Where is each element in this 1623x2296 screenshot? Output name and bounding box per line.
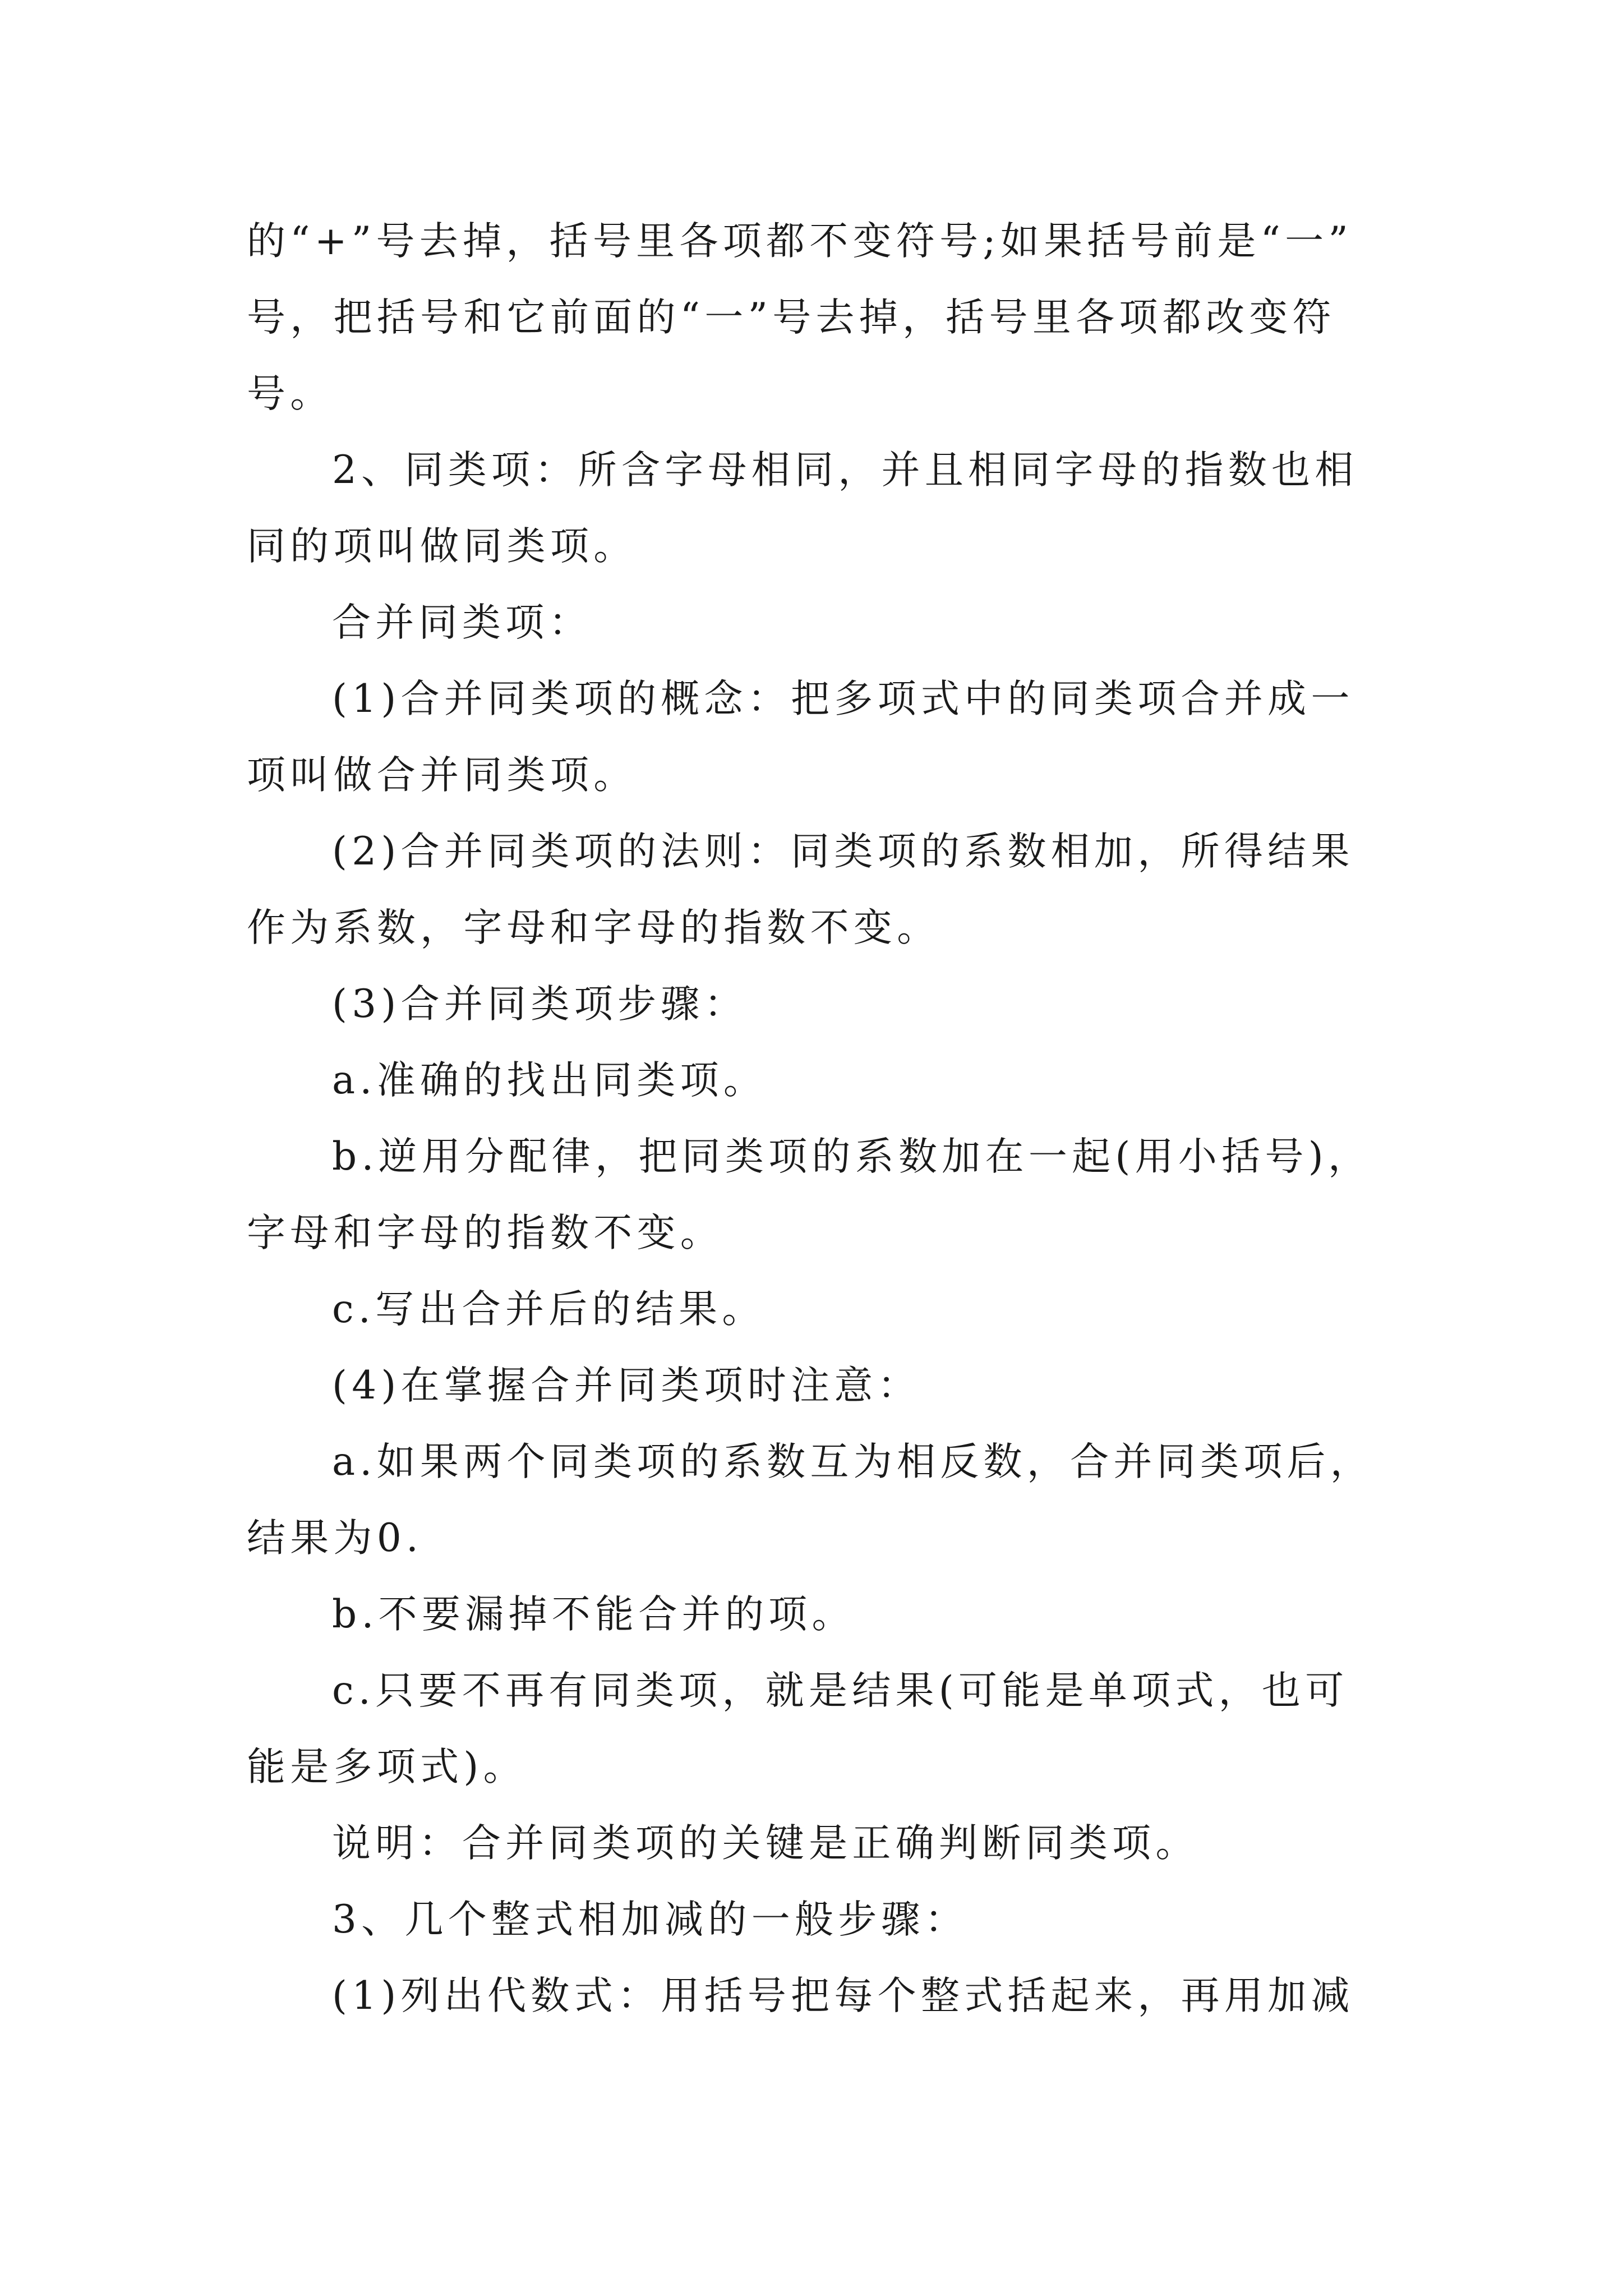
text-line: c.只要不再有同类项，就是结果(可能是单项式，也可 xyxy=(332,1668,1349,1713)
text-line: 作为系数，字母和字母的指数不变。 xyxy=(247,905,940,950)
text-line: 号。 xyxy=(247,371,334,416)
text-line: a.准确的找出同类项。 xyxy=(332,1058,767,1103)
text-line: (3)合并同类项步骤： xyxy=(332,982,748,1027)
text-line: 合并同类项： xyxy=(332,600,592,645)
text-line: (4)在掌握合并同类项时注意： xyxy=(332,1363,921,1408)
text-line: (1)合并同类项的概念：把多项式中的同类项合并成一 xyxy=(332,677,1354,721)
text-line: 2、同类项：所含字母相同，并且相同字母的指数也相 xyxy=(332,448,1358,493)
text-line: 3、几个整式相加减的一般步骤： xyxy=(332,1897,969,1942)
text-line: b.逆用分配律，把同类项的系数加在一起(用小括号)， xyxy=(332,1134,1372,1179)
text-line: 能是多项式)。 xyxy=(247,1745,527,1789)
text-line: (2)合并同类项的法则：同类项的系数相加，所得结果 xyxy=(332,829,1354,874)
text-line: a.如果两个同类项的系数互为相反数，合并同类项后， xyxy=(332,1439,1374,1484)
text-line: 同的项叫做同类项。 xyxy=(247,524,637,569)
document-body xyxy=(247,203,1391,2034)
text-line: 的“+”号去掉，括号里各项都不变符号;如果括号前是“一” xyxy=(247,219,1353,264)
text-line: c.写出合并后的结果。 xyxy=(332,1287,766,1332)
text-line: 项叫做合并同类项。 xyxy=(247,753,637,798)
text-line: 结果为0. xyxy=(247,1516,423,1561)
text-line: 号，把括号和它前面的“一”号去掉，括号里各项都改变符 xyxy=(247,295,1336,340)
text-line: 字母和字母的指数不变。 xyxy=(247,1211,724,1255)
text-line: (1)列出代数式：用括号把每个整式括起来，再用加减 xyxy=(332,1973,1354,2018)
text-line: 说明：合并同类项的关键是正确判断同类项。 xyxy=(332,1821,1199,1866)
text-line: b.不要漏掉不能合并的项。 xyxy=(332,1592,855,1637)
